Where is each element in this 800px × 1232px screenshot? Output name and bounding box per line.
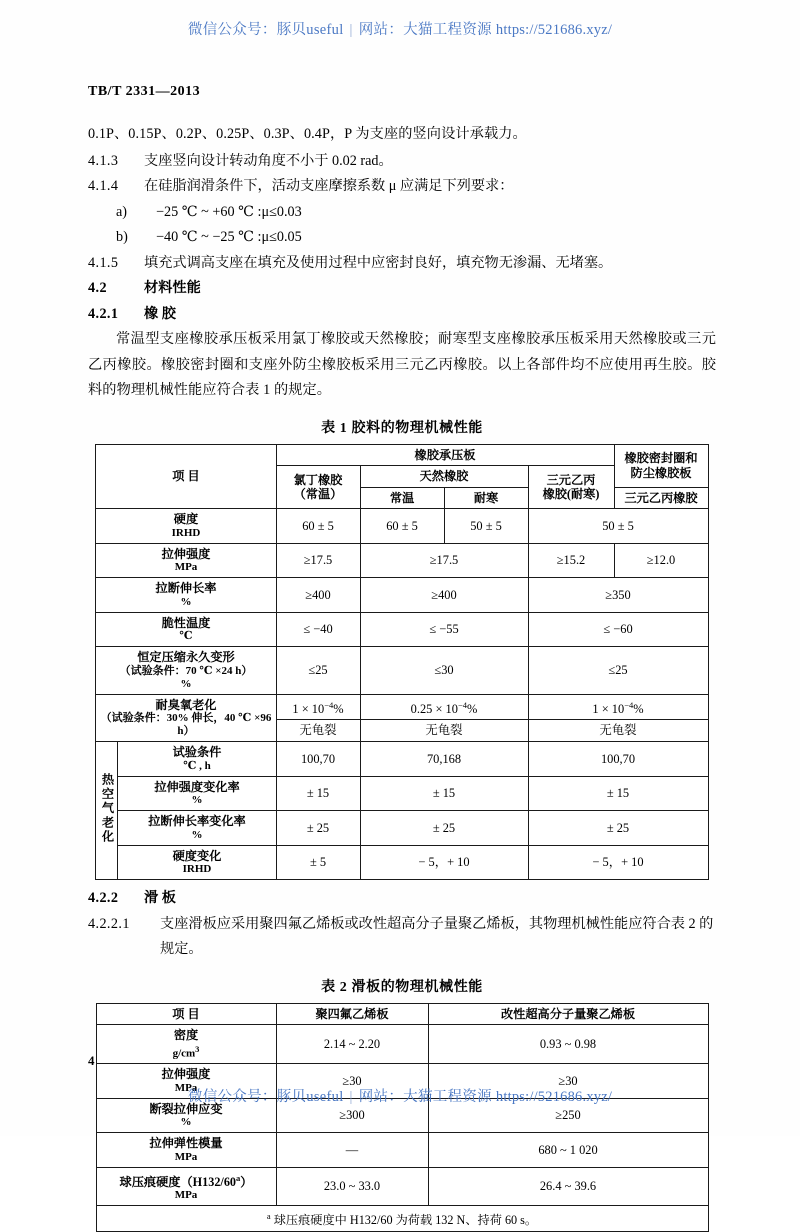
table-row <box>96 612 708 647</box>
table1-row2-item <box>96 578 276 613</box>
table1-ozone-r1-last-tail: % <box>633 701 644 716</box>
table1-row1-seal: ≥12.0 <box>614 543 708 578</box>
table2-row1-uhmwpe: ≥30 <box>428 1064 708 1099</box>
clause-4-2 <box>88 276 716 302</box>
table2-note-superscript: a <box>266 1211 271 1222</box>
table1-header-group-bearing-plate: 橡胶承压板 <box>276 444 614 466</box>
table2-row4-uhmwpe: 26.4 ~ 39.6 <box>428 1167 708 1206</box>
table1-header-col-cr-line1: 氯丁橡胶 <box>293 472 343 487</box>
table1-header-col-nr-cold: 耐寒 <box>444 487 528 509</box>
table2-row0-item-label: 密度 <box>173 1028 199 1042</box>
table1-row2-nr: ≥400 <box>360 578 528 613</box>
watermark-bottom-wechat-name: 豚贝useful <box>276 1089 344 1105</box>
table2-row4-item-tail: ） <box>240 1174 253 1189</box>
clause-4-2-2-1 <box>88 912 716 963</box>
table1-ozone-r1-last-exp: −4 <box>624 699 634 710</box>
table1-row3-item-unit: ℃ <box>179 630 193 642</box>
table1-heat2-nr: ± 25 <box>360 811 528 846</box>
table2-row2-ptfe: ≥300 <box>276 1098 428 1133</box>
table1-row1-nr: ≥17.5 <box>360 543 528 578</box>
table1-ozone-r1-nr-base: 0.25 × 10 <box>410 701 458 716</box>
clause-4-1-3-number: 4.1.3 <box>88 152 119 169</box>
table1-ozone-r1-last-base: 1 × 10 <box>592 701 625 716</box>
table1-header-col-cr-line2: （常温） <box>293 487 343 501</box>
table1-row4-nr: ≤30 <box>360 647 528 695</box>
table1-header-col-epdm-line2: 橡胶(耐寒) <box>542 487 600 501</box>
table1-heat-aging-label-text: 热空气老化 <box>100 773 115 845</box>
rubber-paragraph: 常温型支座橡胶承压板采用氯丁橡胶或天然橡胶；耐寒型支座橡胶承压板采用天然橡胶或三元乙丙橡胶。橡胶密封圈和支座外防尘橡胶板采用三元乙丙橡胶。以上各部件均不应使用再生胶。胶料的物理机械性能应符合表 1 的规定。 <box>88 331 716 398</box>
table1-ozone-r1-nr-exp: −4 <box>457 699 467 710</box>
table1-heat0-merged: 100,70 <box>528 742 708 777</box>
clause-4-2-2-1-number: 4.2.2.1 <box>88 915 130 932</box>
table1-ozone-r1-nr <box>360 694 528 720</box>
table1-ozone-r1-cr-base: 1 × 10 <box>292 701 325 716</box>
table-row <box>96 543 708 578</box>
table1-heat-aging-vertical-label <box>96 742 118 880</box>
item-a-value: −25 ℃ ~ +60 ℃ :μ≤0.03 <box>156 203 302 220</box>
watermark-bottom <box>0 1085 800 1106</box>
table1-ozone-r2-cr: 无龟裂 <box>276 720 360 742</box>
table1-header-item: 项 目 <box>96 444 276 509</box>
table2-row4-item-superscript: a <box>236 1172 241 1183</box>
clause-4-2-text: 材料性能 <box>144 280 201 296</box>
table-row <box>96 647 708 695</box>
table1-row2-item-unit: % <box>180 595 192 608</box>
watermark-wechat-name: 豚贝useful <box>276 22 344 38</box>
table2-row3-item-label: 拉伸弹性模量 <box>149 1136 223 1151</box>
table1-row0-cr: 60 ± 5 <box>276 509 360 544</box>
table1-heat3-merged: − 5，+ 10 <box>528 845 708 880</box>
item-a-label: a) <box>116 203 128 220</box>
clause-4-2-1-text: 橡 胶 <box>144 305 176 322</box>
item-b-value: −40 ℃ ~ −25 ℃ :μ≤0.05 <box>156 229 302 245</box>
clause-4-2-1 <box>88 302 716 328</box>
table2-note-row <box>96 1206 708 1232</box>
clause-4-1-5 <box>88 251 716 277</box>
table1-header-group-seal <box>614 444 708 487</box>
table1-ozone-r1-cr-exp: −4 <box>324 699 334 710</box>
table1-row4-item <box>96 647 276 695</box>
table1-heat3-item-label: 硬度变化 <box>172 848 222 863</box>
table1-row0-merged: 50 ± 5 <box>528 509 708 544</box>
table2-row1-ptfe: ≥30 <box>276 1064 428 1099</box>
table2-row1-item-unit: MPa <box>174 1081 198 1094</box>
table1-heat3-nr: − 5，+ 10 <box>360 845 528 880</box>
clause-4-1-3-text: 支座竖向设计转动角度不小于 0.02 rad。 <box>144 152 393 169</box>
table1-heat1-item-unit: % <box>191 794 203 806</box>
watermark-bottom-wechat-label: 微信公众号： <box>187 1089 277 1105</box>
table2-row0-unit-exp: 3 <box>195 1043 200 1054</box>
clause-4-1-3 <box>88 149 716 175</box>
table1-heat0-item <box>118 742 276 777</box>
table1-heat2-merged: ± 25 <box>528 811 708 846</box>
page-number: 4 <box>88 1053 95 1068</box>
table2-row3-ptfe: — <box>276 1133 428 1168</box>
clause-4-1-4-number: 4.1.4 <box>88 178 119 194</box>
table1-header-row-1 <box>96 444 708 466</box>
table1-heat0-item-label: 试验条件 <box>172 745 222 759</box>
table1 <box>95 444 708 881</box>
table1-row1-epdm: ≥15.2 <box>528 543 614 578</box>
watermark-bottom-site-name: 大猫工程资源 <box>403 1089 492 1105</box>
table1-ozone-r1-cr-tail: % <box>333 701 344 716</box>
clause-4-1-5-number: 4.1.5 <box>88 254 119 271</box>
table2-header-ptfe: 聚四氟乙烯板 <box>276 1003 428 1025</box>
table1-row2-cr: ≥400 <box>276 578 360 613</box>
table1-header-col-nr-normal: 常温 <box>360 487 444 509</box>
table-row <box>96 776 708 811</box>
clause-4-2-2 <box>88 886 716 912</box>
table1-ozone-r1-nr-tail: % <box>466 701 478 716</box>
table1-heat2-item-label: 拉断伸长率变化率 <box>148 814 246 828</box>
clause-4-1-5-text: 填充式调高支座在填充及使用过程中应密封良好，填充物无渗漏、无堵塞。 <box>144 254 613 271</box>
table1-heat2-cr: ± 25 <box>276 811 360 846</box>
table2-caption: 表 2 滑板的物理机械性能 <box>321 979 483 995</box>
watermark-site-name: 大猫工程资源 <box>403 22 492 38</box>
table2-row2-item-unit: % <box>180 1116 192 1129</box>
table1-row0-item-unit: IRHD <box>171 526 201 539</box>
table2-row3-item-unit: MPa <box>174 1150 198 1163</box>
table-row <box>96 742 708 777</box>
table1-heat1-cr: ± 15 <box>276 776 360 811</box>
table-row <box>96 694 708 720</box>
table1-heat3-cr: ± 5 <box>276 845 360 880</box>
table1-heat0-cr: 100,70 <box>276 742 360 777</box>
table1-row1-item-label: 拉伸强度 <box>161 546 211 561</box>
table2 <box>96 1003 709 1232</box>
table1-heat1-merged: ± 15 <box>528 776 708 811</box>
table1-header-col-epdm-seal: 三元乙丙橡胶 <box>614 487 708 509</box>
table2-row0-unit-base: g/cm <box>172 1047 196 1060</box>
table2-row4-item <box>96 1167 276 1206</box>
table1-row3-nr: ≤ −55 <box>360 612 528 647</box>
table1-header-col-epdm-line1: 三元乙丙 <box>546 472 596 487</box>
watermark-bottom-site-label: 网站： <box>358 1089 404 1105</box>
table1-row1-item-unit: MPa <box>174 561 198 573</box>
table1-heat1-nr: ± 15 <box>360 776 528 811</box>
table-row <box>96 1025 708 1064</box>
table1-row3-item <box>96 612 276 647</box>
table1-row0-nr-normal: 60 ± 5 <box>360 509 444 544</box>
table1-row1-cr: ≥17.5 <box>276 543 360 578</box>
table1-heat0-nr: 70,168 <box>360 742 528 777</box>
table2-header-item: 项 目 <box>96 1003 276 1025</box>
table2-row0-ptfe: 2.14 ~ 2.20 <box>276 1025 428 1064</box>
table1-row1-item <box>96 543 276 578</box>
clause-4-1-4 <box>88 174 716 200</box>
table1-heat2-item <box>118 811 276 846</box>
watermark-top <box>0 18 800 39</box>
table1-ozone-r2-merged: 无龟裂 <box>528 720 708 742</box>
table2-header-uhmwpe: 改性超高分子量聚乙烯板 <box>428 1003 708 1025</box>
watermark-separator: | <box>349 22 353 38</box>
table1-heat1-item <box>118 776 276 811</box>
table-row <box>96 845 708 880</box>
standard-number-header: TB/T 2331—2013 <box>88 84 201 99</box>
table1-ozone-item-label: 耐臭氧老化 <box>155 697 217 712</box>
table1-header-group-seal-line2: 防尘橡胶板 <box>630 465 692 480</box>
table1-header-group-seal-line1: 橡胶密封圈和 <box>624 451 698 465</box>
table1-row0-nr-cold: 50 ± 5 <box>444 509 528 544</box>
table1-row2-merged: ≥350 <box>528 578 708 613</box>
table1-row3-item-label: 脆性温度 <box>161 615 211 630</box>
table-row <box>96 811 708 846</box>
table1-ozone-item <box>96 694 276 742</box>
table2-row2-uhmwpe: ≥250 <box>428 1098 708 1133</box>
document-content <box>88 84 716 1232</box>
table1-row4-item-label: 恒定压缩永久变形 <box>137 650 235 664</box>
table1-ozone-r1-cr <box>276 694 360 720</box>
table2-row2-item-label: 断裂拉伸应变 <box>149 1101 223 1116</box>
table1-row3-merged: ≤ −60 <box>528 612 708 647</box>
item-b-label: b) <box>116 229 128 245</box>
table2-note-text: 球压痕硬度中 H132/60 为荷载 132 N、持荷 60 s。 <box>273 1213 538 1228</box>
watermark-bottom-url: https://521686.xyz/ <box>495 1089 613 1105</box>
table2-row0-item <box>96 1025 276 1064</box>
clause-4-1-4-text: 在硅脂润滑条件下，活动支座摩擦系数 μ 应满足下列要求： <box>144 178 514 194</box>
table1-row4-cr: ≤25 <box>276 647 360 695</box>
lead-paragraph: 0.1P、0.15P、0.2P、0.25P、0.3P、0.4P，P 为支座的竖向设计承载力。 <box>88 126 527 142</box>
table1-ozone-item-condition: （试验条件：30% 伸长，40 ℃ ×96 h） <box>100 712 272 737</box>
table1-heat2-item-unit: % <box>191 828 203 841</box>
table-row <box>96 1133 708 1168</box>
table2-row4-item-main: 球压痕硬度（H132/60 <box>119 1174 237 1189</box>
table1-row2-item-label: 拉断伸长率 <box>155 581 217 595</box>
table1-heat3-item-unit: IRHD <box>182 863 212 875</box>
table1-row0-item-label: 硬度 <box>173 512 199 526</box>
table1-header-col-epdm <box>528 466 614 509</box>
table1-heat3-item <box>118 845 276 880</box>
clause-4-2-number: 4.2 <box>88 280 107 296</box>
table2-row3-item <box>96 1133 276 1168</box>
table1-row4-item-unit: % <box>180 677 192 690</box>
table1-header-col-cr <box>276 466 360 509</box>
table1-ozone-r1-merged <box>528 694 708 720</box>
table1-row4-item-condition: （试验条件：70 ℃ ×24 h） <box>119 664 253 677</box>
clause-4-1-4-item-b <box>88 225 716 251</box>
table1-ozone-r2-nr: 无龟裂 <box>360 720 528 742</box>
watermark-site-label: 网站： <box>358 22 404 38</box>
table2-row1-item-label: 拉伸强度 <box>161 1067 211 1082</box>
clause-4-1-4-item-a <box>88 200 716 226</box>
watermark-url: https://521686.xyz/ <box>495 22 613 38</box>
table2-row0-item-unit <box>99 1043 274 1061</box>
table2-row4-item-label <box>119 1172 253 1189</box>
table2-row0-uhmwpe: 0.93 ~ 0.98 <box>428 1025 708 1064</box>
table-row <box>96 1167 708 1206</box>
table1-caption: 表 1 胶料的物理机械性能 <box>321 420 483 436</box>
clause-4-2-2-1-text: 支座滑板应采用聚四氟乙烯板或改性超高分子量聚乙烯板，其物理机械性能应符合表 2 的规定。 <box>160 915 714 957</box>
table2-note <box>96 1206 708 1232</box>
table2-row4-item-unit: MPa <box>174 1189 198 1202</box>
table-row <box>96 578 708 613</box>
clause-4-2-1-number: 4.2.1 <box>88 305 119 322</box>
table1-header-col-nr: 天然橡胶 <box>360 466 528 488</box>
table1-row4-merged: ≤25 <box>528 647 708 695</box>
table2-row3-uhmwpe: 680 ~ 1 020 <box>428 1133 708 1168</box>
watermark-wechat-label: 微信公众号： <box>187 22 277 38</box>
table2-row4-ptfe: 23.0 ~ 33.0 <box>276 1167 428 1206</box>
table2-header-row <box>96 1003 708 1025</box>
table1-heat1-item-label: 拉伸强度变化率 <box>154 779 240 794</box>
table1-row0-item <box>96 509 276 544</box>
table-row <box>96 509 708 544</box>
table1-heat0-item-unit: ℃ , h <box>183 759 211 772</box>
clause-4-2-2-number: 4.2.2 <box>88 890 119 906</box>
clause-4-2-2-text: 滑 板 <box>144 890 176 906</box>
table1-row3-cr: ≤ −40 <box>276 612 360 647</box>
watermark-bottom-separator: | <box>349 1089 353 1105</box>
